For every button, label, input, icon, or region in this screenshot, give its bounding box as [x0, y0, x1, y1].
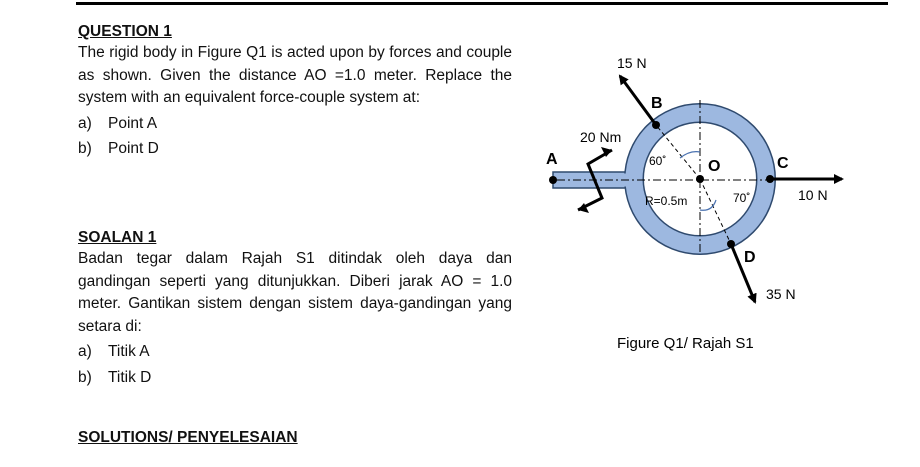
question-english	[78, 22, 512, 161]
top-rule	[76, 2, 888, 5]
point-b-dot	[652, 121, 660, 129]
soalan-heading: SOALAN 1	[78, 229, 157, 246]
force-d-label: 35 N	[766, 286, 796, 302]
question-heading: QUESTION 1	[78, 23, 172, 40]
pilihan-b-text: Titik D	[108, 368, 152, 386]
angle-d-label: 70˚	[733, 191, 751, 205]
pilihan-a-text: Titik A	[108, 343, 150, 361]
radius-label: R=0.5m	[645, 194, 688, 208]
question-malay	[78, 228, 512, 390]
angle-arc-d	[700, 200, 716, 210]
option-b-text: Point D	[108, 140, 159, 158]
force-b-label: 15 N	[617, 55, 647, 71]
pilihan-b-key: b)	[78, 368, 92, 386]
soalan-body: Badan tegar dalam Rajah S1 ditindak oleh daya dan gandingan seperti yang ditunjukkan. Diberi jarak AO = 1.0 meter. Gantikan sistem dengan sistem daya-gandingan yang setara di:	[78, 250, 512, 335]
pilihan-b	[78, 367, 512, 390]
point-a-label: A	[546, 151, 558, 168]
figure-caption: Figure Q1/ Rajah S1	[617, 335, 754, 352]
option-b	[78, 138, 512, 161]
figure-q1	[540, 40, 900, 360]
point-c-dot	[766, 175, 774, 183]
option-a	[78, 113, 512, 136]
pilihan-a-key: a)	[78, 343, 92, 361]
angle-arc-b	[680, 152, 700, 158]
option-a-key: a)	[78, 114, 92, 132]
point-a-dot	[549, 176, 557, 184]
force-c-label: 10 N	[798, 187, 828, 203]
point-o-label: O	[708, 158, 721, 175]
point-b-label: B	[651, 95, 663, 112]
option-b-key: b)	[78, 140, 92, 158]
angle-b-label: 60˚	[649, 154, 667, 168]
point-o-dot	[696, 175, 704, 183]
solutions-heading: SOLUTIONS/ PENYELESAIAN	[78, 429, 298, 446]
point-d-label: D	[744, 249, 756, 266]
question-body: The rigid body in Figure Q1 is acted upon by forces and couple as shown. Given the distance AO =1.0 meter. Replace the system with an equivalent force-couple system at:	[78, 44, 512, 107]
pilihan-a	[78, 341, 512, 364]
point-d-dot	[727, 240, 735, 248]
couple-label: 20 Nm	[580, 129, 622, 145]
point-c-label: C	[777, 155, 789, 172]
option-a-text: Point A	[108, 114, 158, 132]
